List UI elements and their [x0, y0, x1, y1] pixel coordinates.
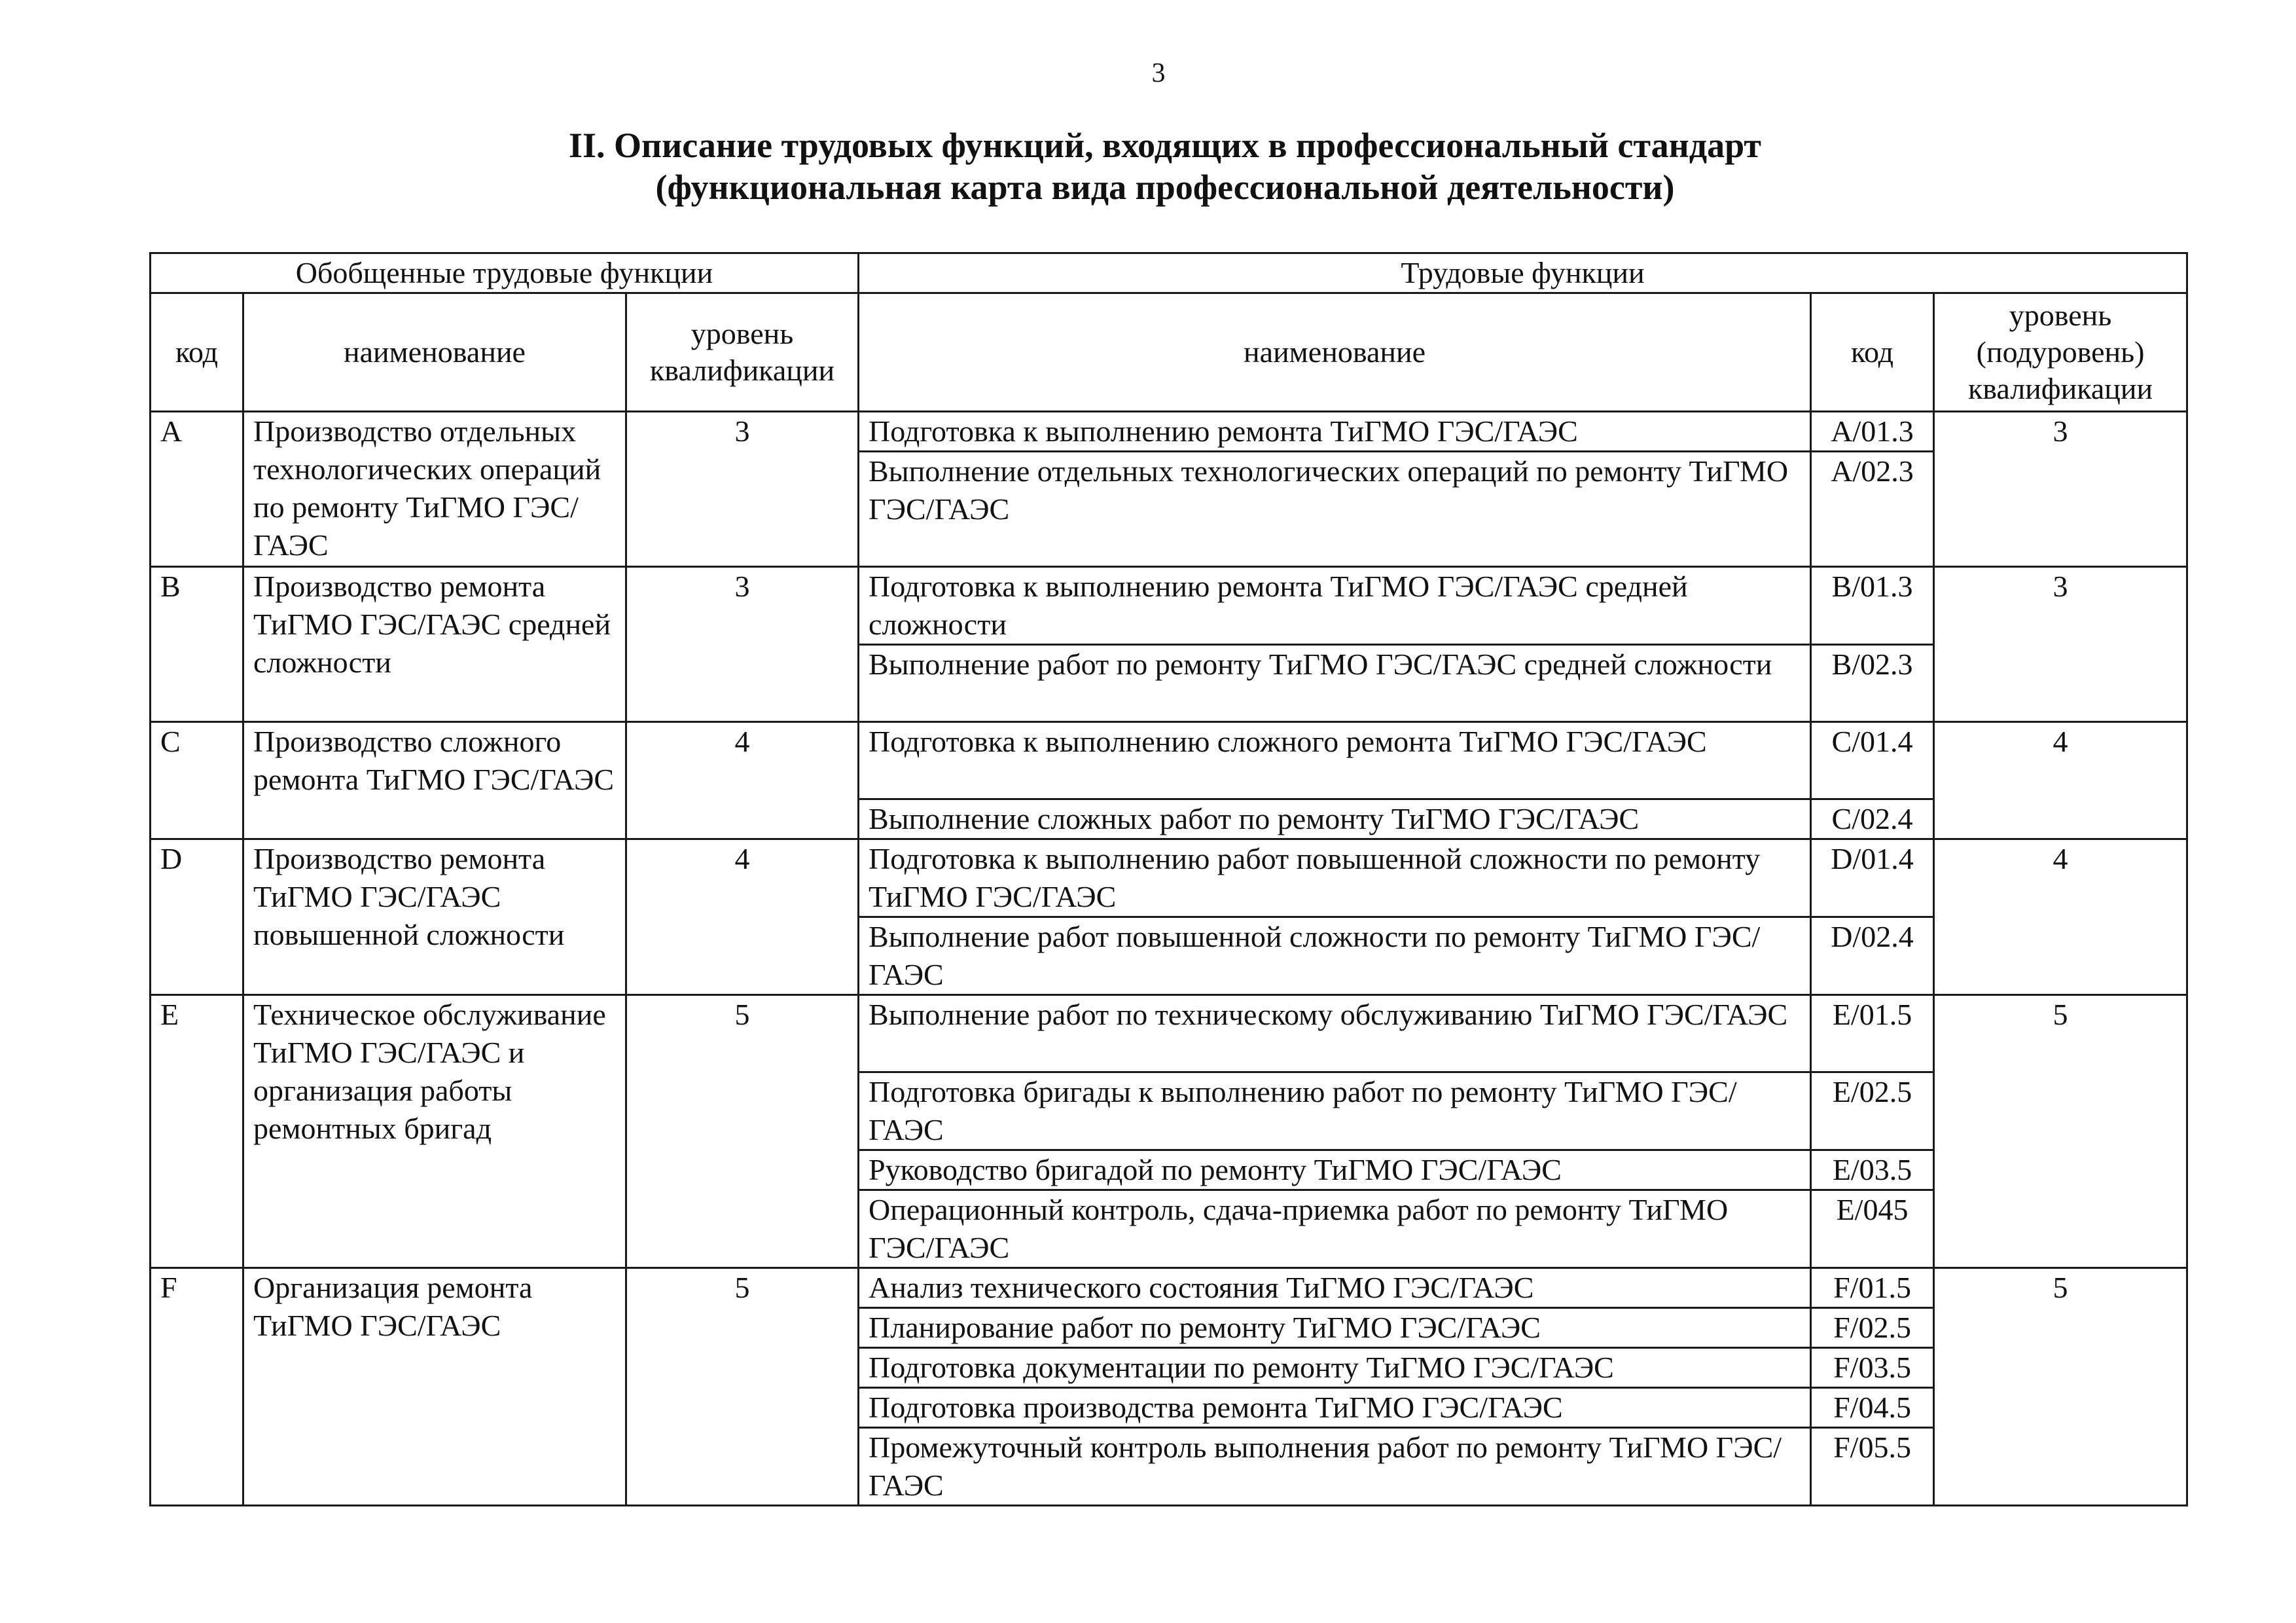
- tf-code: F/01.5: [1811, 1268, 1934, 1308]
- gf-code: D: [151, 839, 243, 995]
- tf-name: Планирование работ по ремонту ТиГМО ГЭС/ГАЭС: [859, 1308, 1811, 1348]
- tf-code: C/01.4: [1811, 722, 1934, 799]
- gf-level: 3: [626, 567, 859, 722]
- column-header-row: [151, 293, 2187, 412]
- section-title-line-2: (функциональная карта вида профессиональной деятельности): [655, 168, 1675, 207]
- page-number: 3: [1151, 58, 1166, 88]
- tf-name: Подготовка к выполнению работ повышенной сложности по ремонту ТиГМО ГЭС/ГАЭС: [859, 839, 1811, 917]
- table-row: [151, 567, 2187, 645]
- tf-name: Руководство бригадой по ремонту ТиГМО ГЭС/ГАЭС: [859, 1150, 1811, 1190]
- tf-code: E/01.5: [1811, 995, 1934, 1072]
- tf-code: D/02.4: [1811, 917, 1934, 995]
- tf-level: 5: [1934, 995, 2187, 1268]
- gf-code: A: [151, 412, 243, 567]
- tf-level: 4: [1934, 839, 2187, 995]
- tf-code: F/03.5: [1811, 1348, 1934, 1388]
- tf-code: E/045: [1811, 1190, 1934, 1268]
- tf-level: 5: [1934, 1268, 2187, 1506]
- gf-level-header: уровень квалификации: [626, 293, 859, 412]
- table-body: [151, 412, 2187, 1506]
- gf-level: 5: [626, 995, 859, 1268]
- tf-level: 3: [1934, 567, 2187, 722]
- tf-name: Подготовка документации по ремонту ТиГМО ГЭС/ГАЭС: [859, 1348, 1811, 1388]
- table-row: [151, 412, 2187, 452]
- tf-code: A/01.3: [1811, 412, 1934, 452]
- tf-level-header: уровень (подуровень) квалификации: [1934, 293, 2187, 412]
- tf-level: 3: [1934, 412, 2187, 567]
- gf-name: Организация ремонта ТиГМО ГЭС/ГАЭС: [243, 1268, 626, 1506]
- tf-code-header: код: [1811, 293, 1934, 412]
- tf-name: Промежуточный контроль выполнения работ по ремонту ТиГМО ГЭС/ГАЭС: [859, 1428, 1811, 1506]
- generalized-functions-header: Обобщенные трудовые функции: [151, 253, 859, 293]
- group-header-row: [151, 253, 2187, 293]
- table-row: [151, 839, 2187, 917]
- gf-code: E: [151, 995, 243, 1268]
- tf-name: Подготовка к выполнению сложного ремонта ТиГМО ГЭС/ГАЭС: [859, 722, 1811, 799]
- tf-name: Анализ технического состояния ТиГМО ГЭС/ГАЭС: [859, 1268, 1811, 1308]
- tf-name: Выполнение сложных работ по ремонту ТиГМО ГЭС/ГАЭС: [859, 799, 1811, 839]
- tf-code: C/02.4: [1811, 799, 1934, 839]
- tf-name: Выполнение отдельных технологических операций по ремонту ТиГМО ГЭС/ГАЭС: [859, 452, 1811, 567]
- tf-name: Подготовка к выполнению ремонта ТиГМО ГЭС/ГАЭС: [859, 412, 1811, 452]
- gf-level: 5: [626, 1268, 859, 1506]
- gf-level: 3: [626, 412, 859, 567]
- gf-name: Производство сложного ремонта ТиГМО ГЭС/ГАЭС: [243, 722, 626, 839]
- tf-code: D/01.4: [1811, 839, 1934, 917]
- gf-name: Производство ремонта ТиГМО ГЭС/ГАЭС средней сложности: [243, 567, 626, 722]
- tf-code: F/02.5: [1811, 1308, 1934, 1348]
- functional-map-table: [149, 252, 2188, 1506]
- section-title: [196, 124, 2134, 208]
- tf-code: E/03.5: [1811, 1150, 1934, 1190]
- section-title-line-1: II. Описание трудовых функций, входящих в профессиональный стандарт: [569, 126, 1761, 165]
- tf-name: Выполнение работ по ремонту ТиГМО ГЭС/ГАЭС средней сложности: [859, 645, 1811, 722]
- table-row: [151, 995, 2187, 1072]
- tf-name-header: наименование: [859, 293, 1811, 412]
- tf-code: E/02.5: [1811, 1072, 1934, 1150]
- tf-name: Выполнение работ повышенной сложности по ремонту ТиГМО ГЭС/ГАЭС: [859, 917, 1811, 995]
- tf-name: Подготовка производства ремонта ТиГМО ГЭС/ГАЭС: [859, 1388, 1811, 1428]
- gf-code: B: [151, 567, 243, 722]
- tf-code: F/04.5: [1811, 1388, 1934, 1428]
- gf-code: C: [151, 722, 243, 839]
- gf-level: 4: [626, 722, 859, 839]
- tf-name: Подготовка к выполнению ремонта ТиГМО ГЭС/ГАЭС средней сложности: [859, 567, 1811, 645]
- gf-level: 4: [626, 839, 859, 995]
- tf-name: Подготовка бригады к выполнению работ по ремонту ТиГМО ГЭС/ГАЭС: [859, 1072, 1811, 1150]
- gf-name: Производство отдельных технологических операций по ремонту ТиГМО ГЭС/ГАЭС: [243, 412, 626, 567]
- tf-code: A/02.3: [1811, 452, 1934, 567]
- gf-code-header: код: [151, 293, 243, 412]
- tf-code: B/01.3: [1811, 567, 1934, 645]
- tf-name: Операционный контроль, сдача-приемка работ по ремонту ТиГМО ГЭС/ГАЭС: [859, 1190, 1811, 1268]
- tf-name: Выполнение работ по техническому обслуживанию ТиГМО ГЭС/ГАЭС: [859, 995, 1811, 1072]
- tf-level: 4: [1934, 722, 2187, 839]
- labor-functions-header: Трудовые функции: [859, 253, 2187, 293]
- tf-code: F/05.5: [1811, 1428, 1934, 1506]
- table-row: [151, 722, 2187, 799]
- tf-code: B/02.3: [1811, 645, 1934, 722]
- gf-name: Техническое обслуживание ТиГМО ГЭС/ГАЭС и организация работы ремонтных бригад: [243, 995, 626, 1268]
- gf-name: Производство ремонта ТиГМО ГЭС/ГАЭС повышенной сложности: [243, 839, 626, 995]
- gf-name-header: наименование: [243, 293, 626, 412]
- gf-code: F: [151, 1268, 243, 1506]
- table-row: [151, 1268, 2187, 1308]
